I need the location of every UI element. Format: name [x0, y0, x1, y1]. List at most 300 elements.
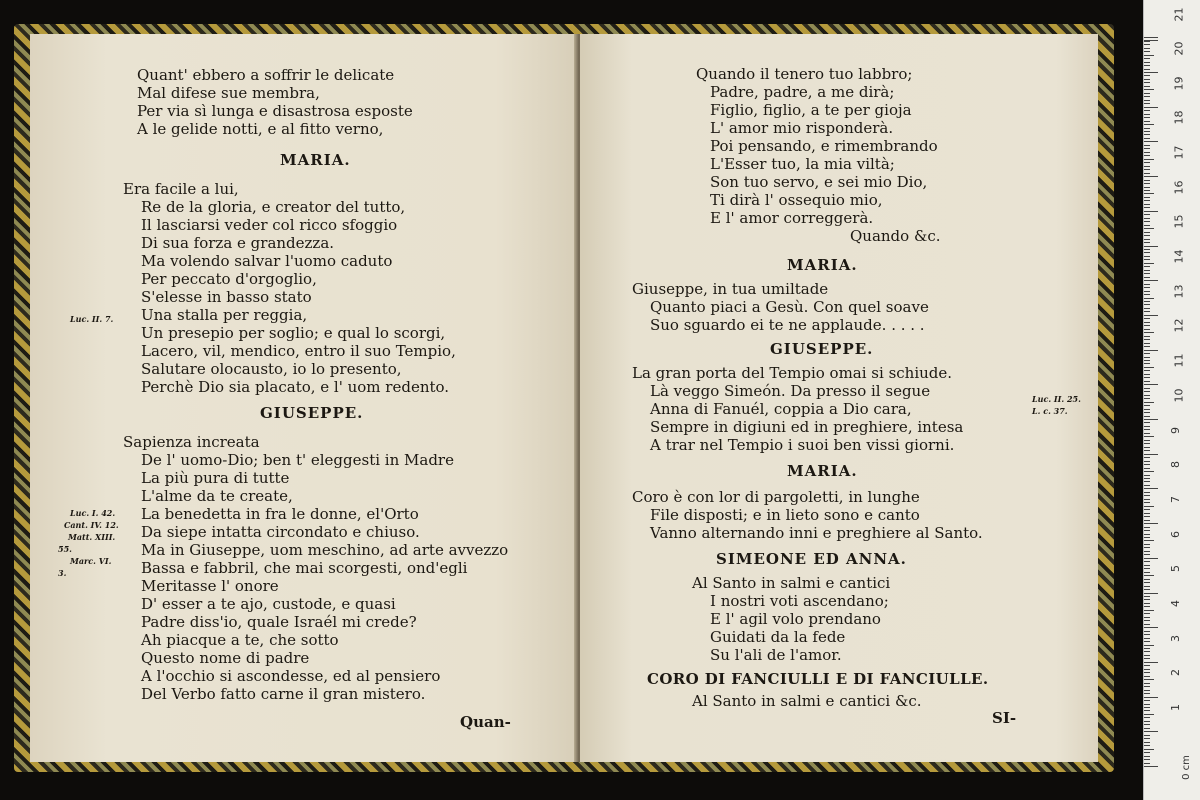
ruler-number: 18: [1172, 110, 1186, 125]
ruler-number: 20: [1172, 41, 1186, 56]
text-line: La benedetta in fra le donne, el'Orto: [141, 505, 419, 523]
text-line: A trar nel Tempio i suoi ben vissi giorni.: [650, 436, 955, 454]
ruler-tick: [1144, 516, 1150, 517]
text-line: Perchè Dio sia placato, e l' uom redento.: [141, 378, 450, 396]
ruler-tick: [1144, 707, 1150, 708]
ruler-tick: [1144, 575, 1154, 576]
text-line: Vanno alternando inni e preghiere al Santo.: [650, 524, 983, 542]
ruler-tick: [1144, 200, 1150, 201]
ruler-tick: [1144, 169, 1150, 170]
text-line: Suo sguardo ei te ne applaude. . . . .: [650, 316, 925, 334]
ruler-tick: [1144, 131, 1150, 132]
ruler-tick: [1144, 155, 1150, 156]
ruler-tick: [1144, 207, 1150, 208]
ruler-tick: [1144, 284, 1150, 285]
ruler-tick: [1144, 148, 1150, 149]
ruler-number: 15: [1172, 214, 1186, 229]
margin-note: Luc. I. 42.: [70, 508, 116, 518]
ruler-tick: [1144, 547, 1150, 548]
text-line: Quanto piaci a Gesù. Con quel soave: [650, 298, 929, 316]
text-line: Figlio, figlio, a te per gioja: [710, 101, 912, 119]
ruler-tick: [1144, 464, 1150, 465]
ruler-tick: [1144, 582, 1150, 583]
ruler-number: 7: [1169, 496, 1182, 503]
ruler-tick: [1144, 561, 1150, 562]
ruler-tick: [1144, 485, 1150, 486]
text-line: Coro è con lor di pargoletti, in lunghe: [632, 488, 920, 506]
ruler-tick: [1144, 79, 1150, 80]
catchword: SI-: [992, 709, 1017, 727]
text-line: Era facile a lui,: [123, 180, 239, 198]
measuring-ruler: [1143, 0, 1200, 800]
speaker-heading-maria: MARIA.: [787, 462, 858, 480]
ruler-tick: [1144, 69, 1150, 70]
text-line: Anna di Fanuél, coppia a Dio cara,: [650, 400, 912, 418]
ruler-tick: [1144, 89, 1154, 90]
ruler-tick: [1144, 589, 1150, 590]
ruler-tick: [1144, 162, 1150, 163]
margin-note: 55.: [58, 544, 72, 554]
ruler-tick: [1144, 662, 1158, 663]
ruler-tick: [1144, 395, 1150, 396]
ruler-tick: [1144, 693, 1150, 694]
ruler-tick: [1144, 381, 1150, 382]
ruler-tick: [1144, 471, 1154, 472]
ruler-tick: [1144, 263, 1154, 264]
ruler-tick: [1144, 228, 1154, 229]
ruler-tick: [1144, 457, 1150, 458]
ruler-tick: [1144, 37, 1158, 38]
text-line: A l'occhio si ascondesse, ed al pensiero: [141, 667, 441, 685]
ruler-tick: [1144, 377, 1150, 378]
ruler-tick: [1144, 65, 1150, 66]
text-line: De l' uomo-Dio; ben t' eleggesti in Madre: [141, 451, 454, 469]
margin-note: Luc. II. 25.: [1032, 394, 1081, 404]
ruler-tick: [1144, 610, 1154, 611]
ruler-tick: [1144, 679, 1154, 680]
ruler-tick: [1144, 93, 1150, 94]
ruler-tick: [1144, 658, 1150, 659]
ruler-tick: [1144, 648, 1150, 649]
margin-note: Luc. II. 7.: [70, 314, 114, 324]
ruler-tick: [1144, 436, 1154, 437]
ruler-tick: [1144, 523, 1158, 524]
catchword: Quan-: [460, 713, 511, 731]
ruler-tick: [1144, 82, 1150, 83]
text-line: Al Santo in salmi e cantici &c.: [692, 692, 922, 710]
ruler-number: 19: [1172, 76, 1186, 91]
ruler-tick: [1144, 534, 1150, 535]
margin-note: Marc. VI.: [70, 556, 112, 566]
ruler-tick: [1144, 363, 1150, 364]
ruler-tick: [1144, 259, 1150, 260]
ruler-tick: [1144, 728, 1150, 729]
ruler-tick: [1144, 204, 1150, 205]
ruler-tick: [1144, 357, 1150, 358]
ruler-number: 3: [1169, 635, 1182, 642]
text-line: Ma volendo salvar l'uomo caduto: [141, 252, 393, 270]
ruler-tick: [1144, 495, 1150, 496]
ruler-tick: [1144, 193, 1154, 194]
ruler-tick: [1144, 339, 1150, 340]
ruler-tick: [1144, 631, 1150, 632]
ruler-tick: [1144, 159, 1154, 160]
ruler-tick: [1144, 173, 1150, 174]
ruler-number: 21: [1172, 7, 1186, 22]
ruler-tick: [1144, 565, 1150, 566]
ruler-tick: [1144, 593, 1158, 594]
ruler-tick: [1144, 419, 1158, 420]
text-line: Guidati da la fede: [710, 628, 846, 646]
text-line: I nostri voti ascendano;: [710, 592, 889, 610]
ruler-tick: [1144, 166, 1150, 167]
ruler-tick: [1144, 110, 1150, 111]
ruler-tick: [1144, 638, 1150, 639]
text-line: Per via sì lunga e disastrosa esposte: [137, 102, 413, 120]
ruler-tick: [1144, 301, 1150, 302]
ruler-tick: [1144, 749, 1154, 750]
ruler-tick: [1144, 370, 1150, 371]
ruler-tick: [1144, 298, 1154, 299]
text-line: Di sua forza e grandezza.: [141, 234, 335, 252]
ruler-tick: [1144, 620, 1150, 621]
ruler-tick: [1144, 499, 1150, 500]
ruler-tick: [1144, 221, 1150, 222]
ruler-tick: [1144, 634, 1150, 635]
margin-note: L. c. 37.: [1032, 406, 1068, 416]
ruler-tick: [1144, 554, 1150, 555]
ruler-tick: [1144, 55, 1154, 56]
ruler-tick: [1144, 346, 1150, 347]
ruler-tick: [1144, 502, 1150, 503]
ruler-tick: [1144, 509, 1150, 510]
ruler-tick: [1144, 294, 1150, 295]
ruler-tick: [1144, 700, 1150, 701]
ruler-tick: [1144, 100, 1150, 101]
ruler-tick: [1144, 367, 1154, 368]
ruler-tick: [1144, 513, 1150, 514]
text-line: L'Esser tuo, la mia viltà;: [710, 155, 895, 173]
ruler-tick: [1144, 537, 1150, 538]
text-line: Salutare olocausto, io lo presento,: [141, 360, 402, 378]
text-line: Mal difese sue membra,: [137, 84, 320, 102]
ruler-tick: [1144, 190, 1150, 191]
text-line: Sempre in digiuni ed in preghiere, intesa: [650, 418, 964, 436]
ruler-tick: [1144, 676, 1150, 677]
ruler-tick: [1144, 544, 1150, 545]
ruler-tick: [1144, 506, 1154, 507]
ruler-tick: [1144, 256, 1150, 257]
ruler-tick: [1144, 197, 1150, 198]
text-line: Son tuo servo, e sei mio Dio,: [710, 173, 928, 191]
ruler-tick: [1144, 402, 1154, 403]
text-line: File disposti; e in lieto sono e canto: [650, 506, 920, 524]
ruler-tick: [1144, 180, 1150, 181]
ruler-tick: [1144, 468, 1150, 469]
ruler-tick: [1144, 756, 1150, 757]
ruler-tick: [1144, 249, 1150, 250]
ruler-tick: [1144, 308, 1150, 309]
ruler-tick: [1144, 475, 1150, 476]
ruler-tick: [1144, 551, 1150, 552]
ruler-tick: [1144, 596, 1150, 597]
ruler-tick: [1144, 58, 1150, 59]
ruler-tick: [1144, 277, 1150, 278]
ruler-tick: [1144, 218, 1150, 219]
ruler-tick: [1144, 107, 1158, 108]
ruler-tick: [1144, 422, 1150, 423]
ruler-tick: [1144, 311, 1150, 312]
ruler-tick: [1144, 183, 1150, 184]
ruler-tick: [1144, 270, 1150, 271]
ruler-tick: [1144, 360, 1150, 361]
ruler-tick: [1144, 572, 1150, 573]
ruler-tick: [1144, 710, 1150, 711]
text-line: Ah piacque a te, che sotto: [141, 631, 339, 649]
ruler-tick: [1144, 252, 1150, 253]
text-line: Quando &c.: [850, 227, 941, 245]
ruler-tick: [1144, 232, 1150, 233]
ruler-tick: [1144, 704, 1150, 705]
ruler-tick: [1144, 603, 1150, 604]
ruler-number: 12: [1172, 318, 1186, 333]
ruler-number: 16: [1172, 180, 1186, 195]
ruler-tick: [1144, 613, 1150, 614]
margin-note: Matt. XIII.: [68, 532, 116, 542]
ruler-tick: [1144, 121, 1150, 122]
ruler-tick: [1144, 745, 1150, 746]
ruler-tick: [1144, 75, 1150, 76]
ruler-tick: [1144, 391, 1150, 392]
speaker-heading-simeone-anna: SIMEONE ED ANNA.: [716, 550, 907, 568]
speaker-heading-maria: MARIA.: [787, 256, 858, 274]
ruler-tick: [1144, 738, 1150, 739]
ruler-tick: [1144, 579, 1150, 580]
text-line: Del Verbo fatto carne il gran mistero.: [141, 685, 426, 703]
text-line: Giuseppe, in tua umiltade: [632, 280, 829, 298]
ruler-tick: [1144, 672, 1150, 673]
ruler-tick: [1144, 315, 1158, 316]
ruler-tick: [1144, 325, 1150, 326]
ruler-tick: [1144, 128, 1150, 129]
ruler-tick: [1144, 558, 1158, 559]
ruler-tick: [1144, 96, 1150, 97]
right-page: [580, 34, 1098, 762]
ruler-number: 14: [1172, 249, 1186, 264]
ruler-tick: [1144, 759, 1150, 760]
text-line: Poi pensando, e rimembrando: [710, 137, 938, 155]
ruler-unit-label: 0 cm: [1180, 755, 1192, 780]
text-line: Questo nome di padre: [141, 649, 310, 667]
ruler-tick: [1144, 527, 1150, 528]
ruler-tick: [1144, 280, 1158, 281]
ruler-tick: [1144, 41, 1150, 42]
ruler-tick: [1144, 287, 1150, 288]
ruler-tick: [1144, 599, 1150, 600]
ruler-tick: [1144, 117, 1150, 118]
ruler-tick: [1144, 683, 1150, 684]
ruler-tick: [1144, 332, 1154, 333]
ruler-tick: [1144, 318, 1150, 319]
text-line: Sapienza increata: [123, 433, 260, 451]
text-line: Meritasse l' onore: [141, 577, 279, 595]
speaker-heading-giuseppe: GIUSEPPE.: [260, 404, 364, 422]
ruler-tick: [1144, 443, 1150, 444]
ruler-tick: [1144, 669, 1150, 670]
text-line: Ma in Giuseppe, uom meschino, ad arte avvezzo: [141, 541, 509, 559]
ruler-tick: [1144, 645, 1154, 646]
ruler-tick: [1144, 72, 1158, 73]
ruler-tick: [1144, 763, 1150, 764]
ruler-tick: [1144, 409, 1150, 410]
ruler-tick: [1144, 343, 1150, 344]
ruler-tick: [1144, 350, 1158, 351]
ruler-tick: [1144, 62, 1150, 63]
ruler-tick: [1144, 322, 1150, 323]
text-line: Una stalla per reggia,: [141, 306, 308, 324]
ruler-tick: [1144, 242, 1150, 243]
ruler-tick: [1144, 246, 1158, 247]
ruler-number: 11: [1172, 353, 1186, 368]
ruler-tick: [1144, 450, 1150, 451]
ruler-number: 9: [1169, 427, 1182, 434]
ruler-tick: [1144, 86, 1150, 87]
text-line: Padre, padre, a me dirà;: [710, 83, 895, 101]
margin-note: Cant. IV. 12.: [64, 520, 119, 530]
ruler-number: 8: [1169, 461, 1182, 468]
text-line: Re de la gloria, e creator del tutto,: [141, 198, 406, 216]
ruler-tick: [1144, 388, 1150, 389]
ruler-tick: [1144, 655, 1150, 656]
ruler-tick: [1144, 665, 1150, 666]
text-line: E l' agil volo prendano: [710, 610, 881, 628]
ruler-tick: [1144, 114, 1150, 115]
ruler-tick: [1144, 617, 1150, 618]
ruler-number: 5: [1169, 565, 1182, 572]
ruler-tick: [1144, 540, 1154, 541]
ruler-tick: [1144, 44, 1150, 45]
text-line: Là veggo Simeón. Da presso il segue: [650, 382, 931, 400]
text-line: A le gelide notti, e al fitto verno,: [137, 120, 384, 138]
ruler-tick: [1144, 520, 1150, 521]
ruler-tick: [1144, 336, 1150, 337]
text-line: Per peccato d'orgoglio,: [141, 270, 317, 288]
text-line: La più pura di tutte: [141, 469, 290, 487]
ruler-tick: [1144, 731, 1158, 732]
ruler-tick: [1144, 304, 1150, 305]
speaker-heading-giuseppe: GIUSEPPE.: [770, 340, 874, 358]
ruler-tick: [1144, 742, 1150, 743]
ruler-tick: [1144, 766, 1158, 767]
ruler-tick: [1144, 440, 1150, 441]
text-line: Quant' ebbero a soffrir le delicate: [137, 66, 395, 84]
ruler-tick: [1144, 697, 1158, 698]
ruler-tick: [1144, 686, 1150, 687]
text-line: Quando il tenero tuo labbro;: [696, 65, 913, 83]
ruler-tick: [1144, 291, 1150, 292]
ruler-tick: [1144, 152, 1150, 153]
text-line: La gran porta del Tempio omai si schiude.: [632, 364, 953, 382]
ruler-tick: [1144, 492, 1150, 493]
ruler-tick: [1144, 51, 1150, 52]
ruler-number: 6: [1169, 531, 1182, 538]
ruler-tick: [1144, 454, 1158, 455]
ruler-tick: [1144, 329, 1150, 330]
ruler-tick: [1144, 721, 1150, 722]
ruler-tick: [1144, 239, 1150, 240]
ruler-tick: [1144, 426, 1150, 427]
speaker-heading-maria: MARIA.: [280, 151, 351, 169]
ruler-tick: [1144, 447, 1150, 448]
ruler-number: 17: [1172, 145, 1186, 160]
ruler-tick: [1144, 714, 1154, 715]
ruler-tick: [1144, 717, 1150, 718]
ruler-tick: [1144, 735, 1150, 736]
ruler-tick: [1144, 225, 1150, 226]
ruler-tick: [1144, 405, 1150, 406]
text-line: S'elesse in basso stato: [141, 288, 312, 306]
ruler-tick: [1144, 134, 1150, 135]
ruler-number: 10: [1172, 388, 1186, 403]
ruler-tick: [1144, 398, 1150, 399]
ruler-tick: [1144, 433, 1150, 434]
speaker-heading-coro: CORO DI FANCIULLI E DI FANCIULLE.: [647, 670, 989, 688]
ruler-tick: [1144, 481, 1150, 482]
ruler-number: 13: [1172, 284, 1186, 299]
ruler-tick: [1144, 176, 1158, 177]
ruler-tick: [1144, 103, 1150, 104]
ruler-tick: [1144, 627, 1158, 628]
ruler-tick: [1144, 530, 1150, 531]
text-line: Il lasciarsi veder col ricco sfoggio: [141, 216, 398, 234]
ruler-tick: [1144, 138, 1150, 139]
ruler-tick: [1144, 384, 1158, 385]
ruler-number: 2: [1169, 669, 1182, 676]
ruler-tick: [1144, 429, 1150, 430]
margin-note: 3.: [58, 568, 67, 578]
ruler-tick: [1144, 724, 1150, 725]
text-line: Padre diss'io, quale Israél mi crede?: [141, 613, 417, 631]
ruler-number: 1: [1169, 704, 1182, 711]
ruler-tick: [1144, 586, 1150, 587]
ruler-number: 4: [1169, 600, 1182, 607]
ruler-tick: [1144, 211, 1158, 212]
ruler-tick: [1144, 752, 1150, 753]
ruler-tick: [1144, 651, 1150, 652]
ruler-tick: [1144, 690, 1150, 691]
ruler-tick: [1144, 412, 1150, 413]
ruler-tick: [1144, 606, 1150, 607]
ruler-tick: [1144, 214, 1150, 215]
text-line: Lacero, vil, mendico, entro il suo Tempio,: [141, 342, 456, 360]
ruler-tick: [1144, 641, 1150, 642]
ruler-tick: [1144, 273, 1150, 274]
text-line: Ti dirà l' ossequio mio,: [710, 191, 883, 209]
text-line: Da siepe intatta circondato e chiuso.: [141, 523, 420, 541]
ruler-tick: [1144, 568, 1150, 569]
ruler-tick: [1144, 141, 1158, 142]
ruler-tick: [1144, 266, 1150, 267]
text-line: Un presepio per soglio; e qual lo scorgi,: [141, 324, 446, 342]
text-line: D' esser a te ajo, custode, e quasi: [141, 595, 396, 613]
left-page: [30, 34, 578, 762]
ruler-tick: [1144, 145, 1150, 146]
ruler-tick: [1144, 624, 1150, 625]
text-line: Bassa e fabbril, che mai scorgesti, ond'egli: [141, 559, 468, 577]
ruler-tick: [1144, 187, 1150, 188]
ruler-tick: [1144, 353, 1150, 354]
text-line: E l' amor correggerà.: [710, 209, 874, 227]
